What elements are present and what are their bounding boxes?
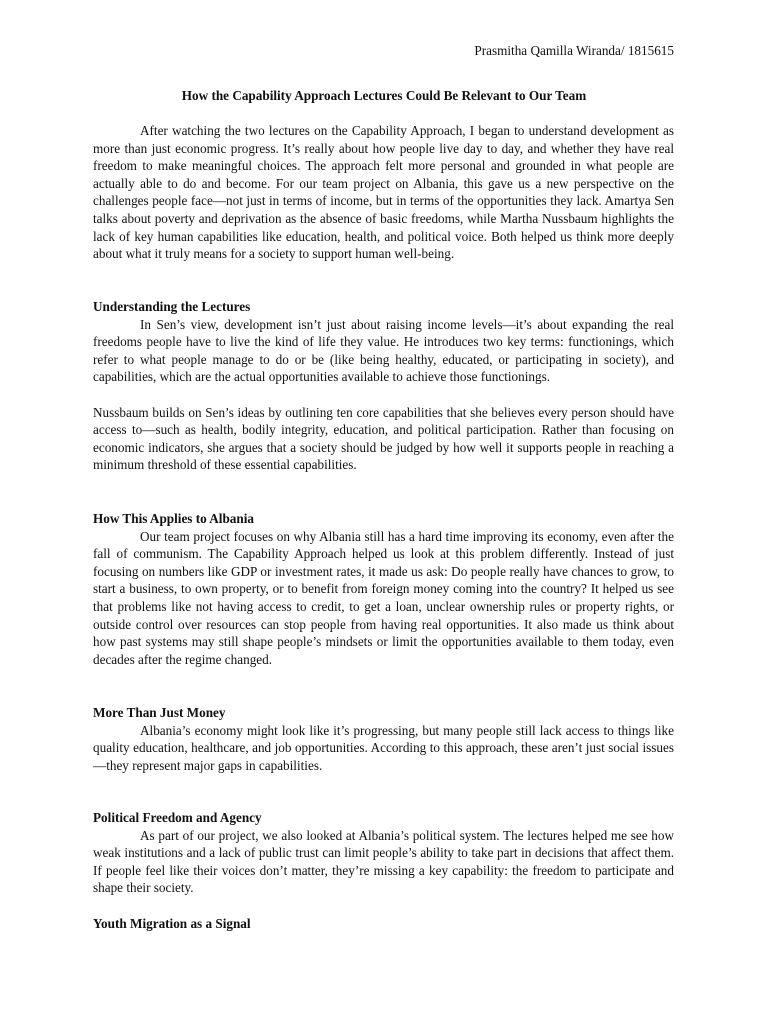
document-title: How the Capability Approach Lectures Could Be Relevant to Our Team <box>181 88 587 103</box>
section-understanding <box>93 298 674 474</box>
section-political <box>93 809 674 897</box>
intro-section <box>93 122 674 263</box>
section-paragraph: As part of our project, we also looked at Albania’s political system. The lectures helped me see how weak institutions and a lack of public trust can limit people’s ability to take part in decisions that affect them. If people feel like their voices don’t matter, they’re missing a key capability: the freedom to participate and shape their society. <box>93 827 674 896</box>
intro-paragraph: After watching the two lectures on the Capability Approach, I began to understand development as more than just economic progress. It’s really about how people live day to day, and whether they have real freedom to make meaningful choices. The approach felt more personal and grounded in what people are actually able to do and become. For our team project on Albania, this gave us a new perspective on the challenges people face—not just in terms of income, but in terms of the opportunities they lack. Amartya Sen talks about poverty and deprivation as the absence of basic freedoms, while Martha Nussbaum highlights the lack of key human capabilities like education, health, and political voice. Both helped us think more deeply about what it truly means for a society to support human well-being. <box>93 123 674 262</box>
section-heading: Understanding the Lectures <box>93 299 251 314</box>
section-heading: Political Freedom and Agency <box>93 810 262 825</box>
section-paragraph: Albania’s economy might look like it’s progressing, but many people still lack access to things like quality education, healthcare, and job opportunities. According to this approach, these aren’t just social issues—they represent major gaps in capabilities. <box>93 722 674 773</box>
section-paragraph: Our team project focuses on why Albania still has a hard time improving its economy, even after the fall of communism. The Capability Approach helped us look at this problem differently. Instead of just focusing on numbers like GDP or investment rates, it made us ask: Do people really have chances to grow, to start a business, to own property, or to benefit from foreign money coming into the country? It helped us see that problems like not having access to credit, to get a loan, unclear ownership rules or property rights, or outside control over resources can stop people from having real opportunities. It also made us think about how past systems may still shape people’s mindsets or limit the opportunities available to them today, even decades after the regime changed. <box>93 528 674 667</box>
section-paragraph: Nussbaum builds on Sen’s ideas by outlining ten core capabilities that she believes every person should have access to—such as health, bodily integrity, education, and political participation. Rather than focusing on economic indicators, she argues that a society should be judged by how well it supports people in reaching a minimum threshold of these essential capabilities. <box>93 404 674 473</box>
section-paragraph: In Sen’s view, development isn’t just about raising income levels—it’s about expanding the real freedoms people have to live the kind of life they value. He introduces two key terms: functionings, which refer to what people manage to do or be (like being healthy, educated, or participating in society), and capabilities, which are the actual opportunities available to achieve those functionings. <box>93 316 674 385</box>
section-heading: More Than Just Money <box>93 705 226 720</box>
section-youth <box>93 915 674 933</box>
section-money <box>93 704 674 774</box>
section-heading: How This Applies to Albania <box>93 511 254 526</box>
section-albania <box>93 510 674 668</box>
section-heading: Youth Migration as a Signal <box>93 916 251 931</box>
author-line: Prasmitha Qamilla Wiranda/ 1815615 <box>474 43 674 58</box>
